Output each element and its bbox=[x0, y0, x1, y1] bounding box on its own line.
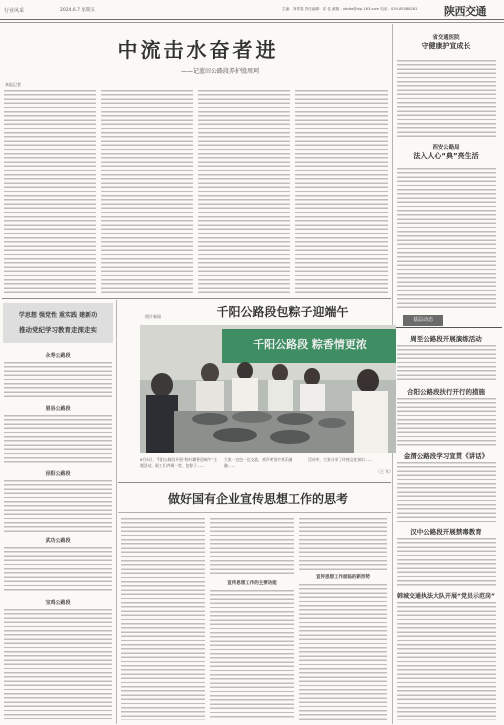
lead-text-col-3 bbox=[198, 90, 290, 295]
lead-text-col-4 bbox=[295, 90, 388, 295]
right-news-text-4 bbox=[397, 538, 496, 586]
photo-banner-text: 千阳公路段 粽香情更浓 bbox=[253, 338, 367, 351]
feature-headline: 做好国有企业宣传思想工作的思考 bbox=[167, 492, 348, 506]
right-news-text-2 bbox=[397, 398, 496, 446]
right-news-head-2: 合阳公路段扶行开行的措施 bbox=[407, 388, 485, 396]
lead-byline: 本报记者 bbox=[5, 82, 21, 87]
left-news-text-5 bbox=[4, 609, 112, 719]
photo-caption-3: 活动中，大家分享了传统文化知识…… bbox=[308, 457, 373, 462]
issue-date: 2024.6.7 星期五 bbox=[60, 8, 95, 13]
feature-title-rule bbox=[118, 512, 391, 513]
right-news-text-5 bbox=[397, 602, 496, 720]
right-news-head-5: 韩城交通执法大队开展“党员示范岗” bbox=[397, 593, 495, 600]
page-header bbox=[0, 0, 504, 20]
right-item-1-title: 省交通医院 守健康护宣成长 bbox=[421, 35, 471, 50]
lead-subtitle: ——记蓝田公路段养护股周珂 bbox=[180, 68, 259, 75]
photo-dumpling-event bbox=[140, 325, 396, 453]
left-news-head-4: 武功公路段 bbox=[45, 538, 71, 544]
left-news-head-5: 宝鸡公路段 bbox=[45, 600, 71, 606]
photo-caption-2: 大家一边包一边交流，欢声笑语中其乐融融…… bbox=[224, 457, 293, 468]
left-news-head-3: 泾阳公路段 bbox=[45, 471, 71, 477]
section-label-grassroots: 基层动态 bbox=[403, 315, 443, 326]
left-news-text-1 bbox=[4, 362, 112, 398]
grassroots-rule bbox=[394, 327, 502, 328]
left-column-divider bbox=[116, 300, 117, 724]
photo-image bbox=[140, 325, 396, 453]
photo-credit: （王 军） bbox=[376, 469, 394, 474]
left-news-text-4 bbox=[4, 547, 112, 593]
feature-text-col-3b bbox=[299, 584, 387, 720]
right-news-head-4: 汉中公路段开展禁毒教育 bbox=[410, 528, 482, 536]
feature-text-col-3a bbox=[299, 518, 387, 570]
right-news-text-1 bbox=[397, 345, 496, 383]
photo-bottom-rule bbox=[118, 482, 391, 483]
right-news-text-3 bbox=[397, 462, 496, 522]
feature-subhead-1: 宣传思想工作的主要功能 bbox=[227, 581, 277, 586]
feature-subhead-2: 宣传思想工作面临的新形势 bbox=[316, 575, 370, 580]
banner-line-1: 学思想 强党性 重实践 建新功 bbox=[18, 312, 98, 319]
photo-news-tag: 图片新闻 bbox=[145, 314, 161, 319]
section-name: 行业风采 bbox=[4, 8, 25, 14]
banner-line-2: 推动党纪学习教育走深走实 bbox=[19, 326, 97, 334]
photo-caption-1: 6月5日，千阳公路段开展“粽叶飘香迎端午”主题活动，职工们齐聚一堂，包粽子…… bbox=[140, 457, 218, 468]
right-item-2-title: 西安公路局 法入人心“典”亮生活 bbox=[413, 145, 479, 160]
masthead-logo: 陕西交通 bbox=[444, 5, 486, 18]
right-item-1-text bbox=[397, 60, 496, 138]
feature-text-col-2b bbox=[210, 590, 294, 720]
left-news-text-2 bbox=[4, 415, 112, 465]
left-news-head-2: 眉县公路段 bbox=[45, 406, 71, 412]
editor-info: 主编：刘青春 责任编辑：祁 佳 邮箱：xbdta@vip.163.com 电话：029-85588281 bbox=[282, 7, 418, 11]
right-news-head-1: 周至公路段开展演练活动 bbox=[410, 335, 482, 343]
feature-text-col-2a bbox=[210, 518, 294, 576]
left-news-head-1: 永寿公路段 bbox=[45, 353, 71, 359]
lead-text-col-2 bbox=[101, 90, 193, 295]
feature-text-col-1 bbox=[121, 518, 205, 720]
theme-banner bbox=[3, 303, 113, 343]
right-news-head-3: 金渭公路段学习宣贯《讲话》 bbox=[403, 452, 489, 460]
lead-headline: 中流击水奋者进 bbox=[117, 38, 279, 62]
header-divider bbox=[0, 22, 504, 23]
left-news-text-3 bbox=[4, 480, 112, 532]
photo-headline: 千阳公路段包粽子迎端午 bbox=[216, 305, 349, 319]
lead-bottom-rule bbox=[2, 298, 391, 299]
lead-text-col-1 bbox=[4, 90, 96, 295]
right-item-2-text bbox=[397, 168, 496, 308]
